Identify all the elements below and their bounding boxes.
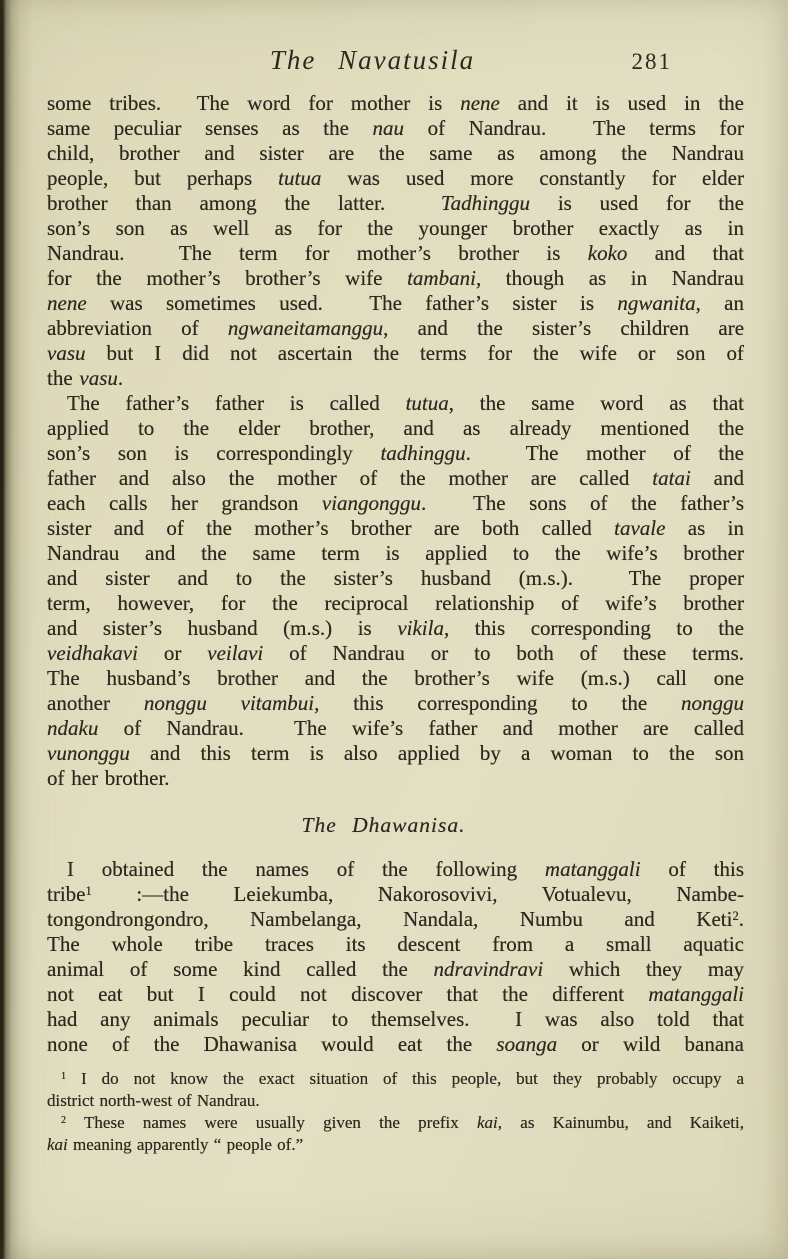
text-run: son’s son is correspondingly: [47, 441, 381, 465]
italic-term: nonggu: [681, 691, 744, 715]
text-run: and that: [627, 241, 744, 265]
text-line: [47, 616, 744, 641]
text-run: and this term is also applied by a woman to the son: [129, 741, 744, 765]
text-run: which they may: [543, 957, 744, 981]
italic-term: tavale: [614, 516, 666, 540]
text-run: the: [47, 366, 80, 390]
text-line: [47, 857, 744, 882]
text-run: . The mother of the: [465, 441, 744, 465]
text-run: meaning apparently “ people of.”: [67, 1135, 304, 1154]
text-run: as in: [665, 516, 744, 540]
text-run: abbreviation of: [47, 316, 228, 340]
text-line: [47, 241, 744, 266]
italic-term: nonggu vitambui: [143, 691, 315, 715]
text-run: was sometimes used. The father’s sister is: [86, 291, 618, 315]
text-run: tongondrongondro, Nambelanga, Nandala, Numbu and Keti: [47, 907, 733, 931]
text-run: is used for the: [529, 191, 744, 215]
text-run: applied to the elder brother, and as already mentioned the: [47, 416, 744, 440]
text-line: [47, 191, 744, 216]
text-line: [47, 1068, 744, 1090]
text-line: [47, 1112, 744, 1134]
footnote-reference: 1: [85, 883, 92, 898]
text-run: each calls her grandson: [47, 491, 322, 515]
italic-term: nau: [372, 116, 405, 140]
text-line: [47, 516, 744, 541]
page-content: [47, 45, 744, 1156]
text-line: [47, 141, 744, 166]
italic-term: matanggali: [544, 857, 641, 881]
text-run: , this corresponding to the: [314, 691, 681, 715]
italic-term: nene: [460, 91, 500, 115]
text-run: or wild banana: [557, 1032, 744, 1056]
text-run: sister and of the mother’s brother are both called: [47, 516, 615, 540]
italic-term: tadhinggu: [380, 441, 466, 465]
text-run: term, however, for the reciprocal relationship of wife’s brother: [47, 591, 744, 615]
text-run: of Nandrau or to both of these terms.: [263, 641, 744, 665]
footnote-reference: 2: [61, 1114, 67, 1126]
text-run: , and the sister’s children are: [383, 316, 744, 340]
text-run: and sister and to the sister’s husband (m.s.). The proper: [47, 566, 744, 590]
italic-term: ndaku: [47, 716, 99, 740]
footnotes: [47, 1068, 744, 1156]
text-line: [47, 266, 744, 291]
italic-term: veidhakavi: [47, 641, 138, 665]
italic-term: ndravindravi: [433, 957, 544, 981]
text-run: , though as in Nandrau: [475, 266, 744, 290]
italic-term: veilavi: [207, 641, 264, 665]
page-spine-shadow: [0, 0, 34, 1259]
text-run: none of the Dhawanisa would eat the: [47, 1032, 497, 1056]
text-run: not eat but I could not discover that the different: [47, 982, 649, 1006]
text-run: .: [738, 907, 744, 931]
text-line: [47, 341, 744, 366]
text-line: [47, 441, 744, 466]
text-run: These names were usually given the prefix: [66, 1113, 477, 1132]
italic-term: Tadhinggu: [440, 191, 530, 215]
text-run: some tribes. The word for mother is: [47, 91, 461, 115]
text-run: The husband’s brother and the brother’s wife (m.s.) call one: [47, 666, 744, 690]
text-run: . The sons of the father’s: [421, 491, 744, 515]
text-run: and sister’s husband (m.s.) is: [47, 616, 398, 640]
text-run: The whole tribe traces its descent from a small aquatic: [47, 932, 744, 956]
text-run: The father’s father is called: [67, 391, 406, 415]
text-run: I do not know the exact situation of this people, but they probably occupy a: [66, 1069, 744, 1088]
italic-term: kai: [477, 1113, 498, 1132]
text-line: [47, 366, 744, 391]
text-run: animal of some kind called the: [47, 957, 434, 981]
text-run: , as Kainumbu, and Kaiketi,: [497, 1113, 744, 1132]
text-line: [47, 466, 744, 491]
italic-term: tambani: [407, 266, 476, 290]
running-header: [47, 45, 744, 78]
italic-term: soanga: [496, 1032, 558, 1056]
text-run: was used more constantly for elder: [321, 166, 744, 190]
footnote-reference: 1: [61, 1070, 67, 1082]
italic-term: vunonggu: [47, 741, 130, 765]
italic-term: vikila: [397, 616, 444, 640]
text-run: :—the Leiekumba, Nakorosovivi, Votualevu, Nambe-: [91, 882, 744, 906]
text-run: tribe: [47, 882, 86, 906]
text-run: .: [117, 366, 124, 390]
italic-term: tutua: [405, 391, 449, 415]
text-run: for the mother’s brother’s wife: [47, 266, 408, 290]
text-run: , an: [695, 291, 744, 315]
text-run: people, but perhaps: [47, 166, 279, 190]
text-line: [47, 1032, 744, 1057]
text-run: had any animals peculiar to themselves. I was also told that: [47, 1007, 744, 1031]
text-line: [47, 391, 744, 416]
text-run: brother than among the latter.: [47, 191, 441, 215]
text-run: or: [137, 641, 208, 665]
italic-term: vasu: [47, 341, 86, 365]
running-header-title: The Navatusila: [269, 45, 476, 75]
text-line: [47, 1007, 744, 1032]
italic-term: vasu: [79, 366, 118, 390]
italic-term: viangonggu: [321, 491, 422, 515]
text-line: [47, 982, 744, 1007]
text-run: another: [47, 691, 144, 715]
text-run: but I did not ascertain the terms for the wife or son of: [85, 341, 744, 365]
text-line: [47, 116, 744, 141]
italic-term: ngwanita: [617, 291, 696, 315]
text-run: of Nandrau. The terms for: [404, 116, 744, 140]
text-run: of her brother.: [47, 766, 170, 790]
text-line: [47, 907, 744, 932]
text-run: , this corresponding to the: [443, 616, 744, 640]
text-line: [47, 957, 744, 982]
text-line: [47, 216, 744, 241]
text-line: [47, 541, 744, 566]
text-line: [47, 1134, 744, 1156]
text-run: of Nandrau. The wife’s father and mother are called: [98, 716, 744, 740]
text-run: and it is used in the: [499, 91, 744, 115]
text-line: [47, 666, 744, 691]
italic-term: matanggali: [648, 982, 744, 1006]
italic-term: kai: [47, 1135, 68, 1154]
text-line: [47, 416, 744, 441]
text-line: [47, 316, 744, 341]
section-heading: The Dhawanisa.: [301, 813, 466, 837]
text-run: , the same word as that: [448, 391, 744, 415]
paragraph: [47, 857, 744, 1057]
text-line: [47, 291, 744, 316]
italic-term: ngwaneitamanggu: [227, 316, 384, 340]
text-line: [47, 766, 744, 791]
text-run: Nandrau and the same term is applied to the wife’s brother: [47, 541, 744, 565]
text-run: father and also the mother of the mother are called: [47, 466, 653, 490]
italic-term: koko: [587, 241, 628, 265]
text-run: and: [690, 466, 744, 490]
page-number: 281: [631, 49, 672, 74]
text-line: [47, 591, 744, 616]
text-line: [47, 882, 744, 907]
text-line: [47, 691, 744, 716]
paragraph: [47, 391, 744, 791]
footnote-reference: 2: [732, 908, 739, 923]
text-line: [47, 1090, 744, 1112]
text-run: district north-west of Nandrau.: [47, 1091, 260, 1110]
text-run: child, brother and sister are the same as among the Nandrau: [47, 141, 744, 165]
text-blocks: [47, 91, 744, 1156]
text-line: [47, 932, 744, 957]
text-line: [47, 641, 744, 666]
text-run: son’s son as well as for the younger brother exactly as in: [47, 216, 744, 240]
paragraph: [47, 91, 744, 391]
text-run: I obtained the names of the following: [67, 857, 545, 881]
italic-term: tatai: [652, 466, 691, 490]
italic-term: tutua: [278, 166, 322, 190]
text-run: of this: [640, 857, 744, 881]
text-line: [47, 741, 744, 766]
text-line: [47, 91, 744, 116]
italic-term: nene: [47, 291, 87, 315]
text-line: [47, 566, 744, 591]
text-line: [47, 491, 744, 516]
text-line: [47, 716, 744, 741]
text-run: Nandrau. The term for mother’s brother is: [47, 241, 588, 265]
text-run: same peculiar senses as the: [47, 116, 373, 140]
text-line: [47, 166, 744, 191]
